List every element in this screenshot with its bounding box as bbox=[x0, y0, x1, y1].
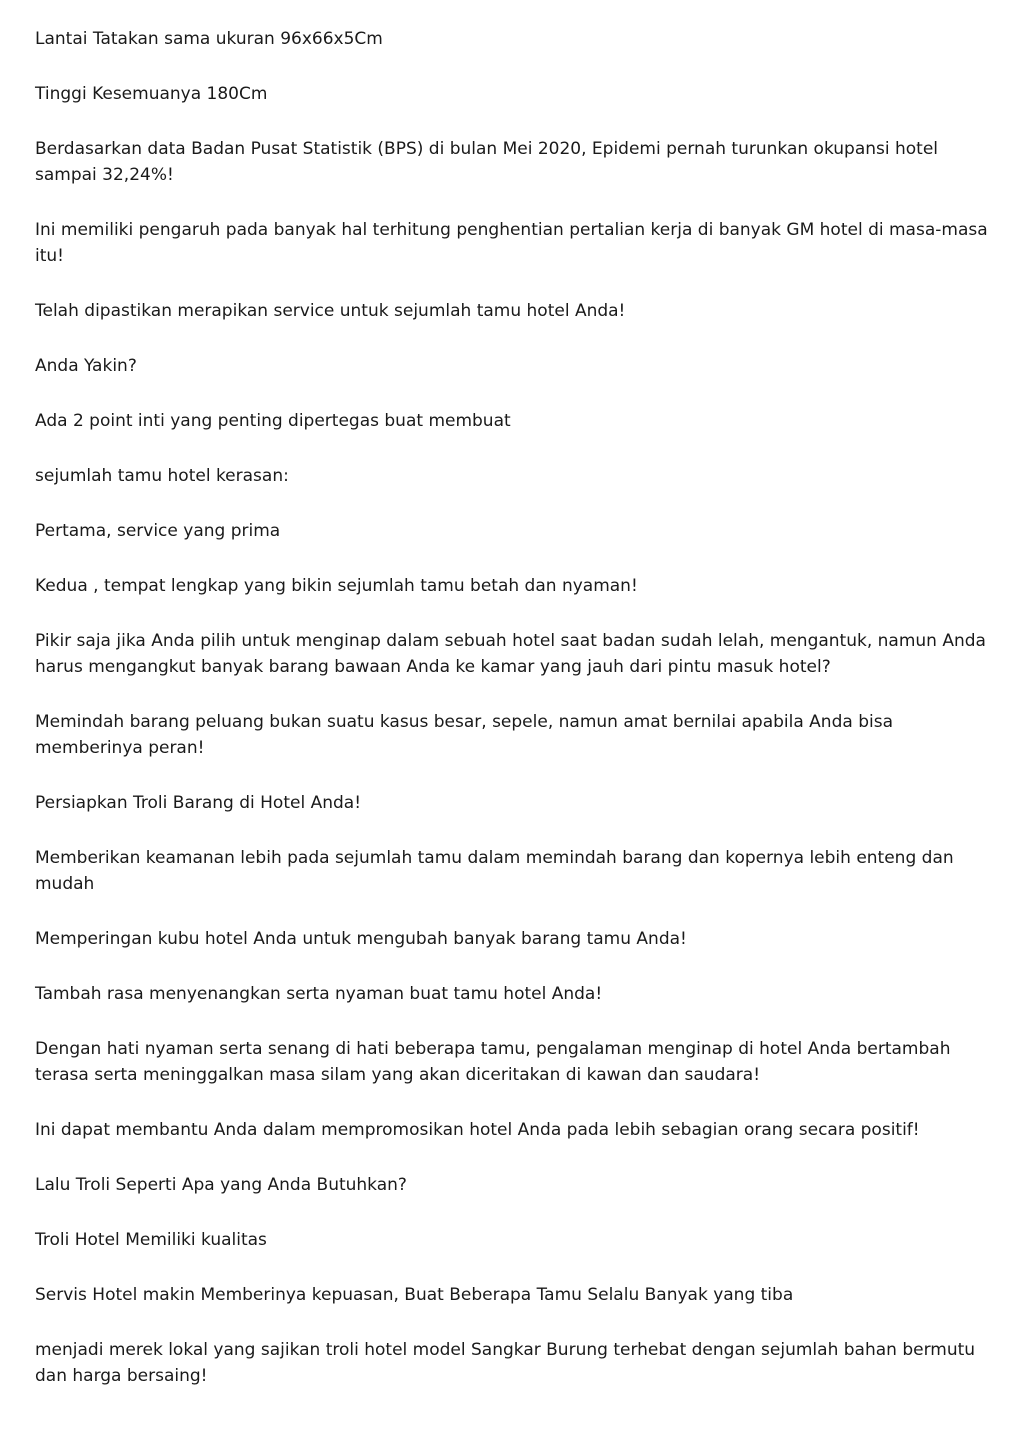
paragraph-moving-goods: Memindah barang peluang bukan suatu kasus besar, sepele, namun amat bernilai apabila Anda bisa memberinya peran! bbox=[35, 712, 893, 758]
paragraph-promotion: Ini dapat membantu Anda dalam mempromosikan hotel Anda pada lebih sebagian orang secara positif! bbox=[35, 1120, 920, 1140]
paragraph-local-brand: menjadi merek lokal yang sajikan troli hotel model Sangkar Burung terhebat dengan sejumlah bahan bermutu dan harga bersaing! bbox=[35, 1340, 976, 1386]
paragraph-prepare-trolley: Persiapkan Troli Barang di Hotel Anda! bbox=[35, 793, 362, 813]
paragraph-service: Telah dipastikan merapikan service untuk sejumlah tamu hotel Anda! bbox=[35, 301, 626, 321]
paragraph-which-trolley: Lalu Troli Seperti Apa yang Anda Butuhkan? bbox=[35, 1175, 407, 1195]
paragraph-satisfaction: Servis Hotel makin Memberinya kepuasan, Buat Beberapa Tamu Selalu Banyak yang tiba bbox=[35, 1285, 794, 1305]
paragraph-question: Anda Yakin? bbox=[35, 356, 137, 376]
paragraph-first-point: Pertama, service yang prima bbox=[35, 521, 281, 541]
paragraph-height: Tinggi Kesemuanya 180Cm bbox=[35, 84, 268, 104]
paragraph-impact: Ini memiliki pengaruh pada banyak hal terhitung penghentian pertalian kerja di banyak GM hotel di masa-masa itu! bbox=[35, 220, 988, 266]
paragraph-two-points: Ada 2 point inti yang penting dipertegas buat membuat bbox=[35, 411, 511, 431]
paragraph-bps-data: Berdasarkan data Badan Pusat Statistik (BPS) di bulan Mei 2020, Epidemi pernah turunkan okupansi hotel sampai 32,24%! bbox=[35, 139, 939, 185]
paragraph-ease: Memperingan kubu hotel Anda untuk mengubah banyak barang tamu Anda! bbox=[35, 929, 687, 949]
paragraph-scenario: Pikir saja jika Anda pilih untuk menginap dalam sebuah hotel saat badan sudah lelah, mengantuk, namun Anda harus mengangkut banyak barang bawaan Anda ke kamar yang jauh dari pintu masuk hotel? bbox=[35, 631, 986, 677]
paragraph-dimensions: Lantai Tatakan sama ukuran 96x66x5Cm bbox=[35, 29, 383, 49]
document-body bbox=[35, 26, 995, 1418]
paragraph-safety: Memberikan keamanan lebih pada sejumlah tamu dalam memindah barang dan kopernya lebih enteng dan mudah bbox=[35, 848, 954, 894]
paragraph-second-point: Kedua , tempat lengkap yang bikin sejumlah tamu betah dan nyaman! bbox=[35, 576, 638, 596]
paragraph-experience: Dengan hati nyaman serta senang di hati beberapa tamu, pengalaman menginap di hotel Anda bertambah terasa serta meninggalkan masa silam yang akan diceritakan di kawan dan saudara! bbox=[35, 1039, 951, 1085]
paragraph-guests: sejumlah tamu hotel kerasan: bbox=[35, 466, 289, 486]
paragraph-quality: Troli Hotel Memiliki kualitas bbox=[35, 1230, 267, 1250]
paragraph-comfort: Tambah rasa menyenangkan serta nyaman buat tamu hotel Anda! bbox=[35, 984, 603, 1004]
